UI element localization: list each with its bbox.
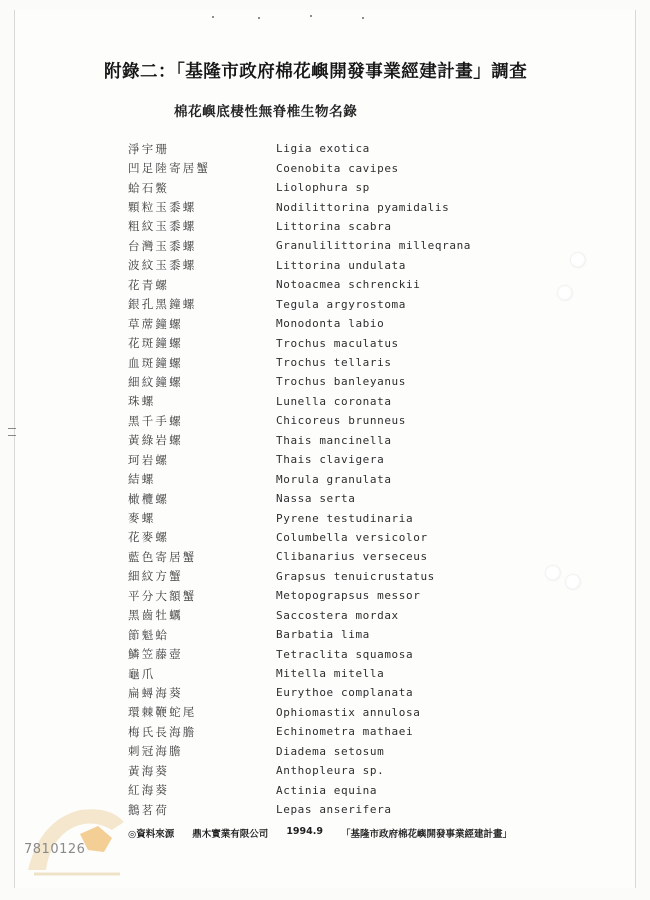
species-row	[128, 372, 568, 391]
species-scientific-name: Diadema setosum	[276, 744, 385, 758]
species-common-name: 花青螺	[128, 277, 170, 292]
species-row	[128, 606, 568, 625]
species-scientific-name: Liolophura sp	[276, 181, 370, 195]
species-scientific-name: Ligia exotica	[276, 142, 370, 156]
punch-hole	[566, 575, 580, 589]
species-row	[128, 664, 568, 683]
species-scientific-name: Lepas anserifera	[276, 803, 392, 817]
species-common-name: 凹足陸寄居蟹	[128, 161, 211, 176]
punch-hole	[546, 566, 560, 580]
catalog-stamp: 7810126	[24, 842, 86, 857]
species-common-name: 珠螺	[128, 394, 156, 409]
species-common-name: 珂岩螺	[128, 452, 170, 467]
species-scientific-name: Lunella coronata	[276, 394, 392, 408]
species-row	[128, 508, 568, 527]
species-scientific-name: Monodonta labio	[276, 317, 385, 331]
species-common-name: 顆粒玉黍螺	[128, 200, 197, 215]
species-row	[128, 275, 568, 294]
species-scientific-name: Nodilittorina pyamidalis	[276, 200, 450, 214]
species-common-name: 細紋方蟹	[128, 569, 183, 584]
species-scientific-name: Metopograpsus messor	[276, 589, 421, 603]
species-common-name: 環棘鞭蛇尾	[128, 705, 197, 720]
species-common-name: 藍色寄居蟹	[128, 549, 197, 564]
species-common-name: 台灣玉黍螺	[128, 238, 197, 253]
species-scientific-name: Trochus maculatus	[276, 336, 399, 350]
species-row	[128, 256, 568, 275]
species-row	[128, 353, 568, 372]
species-common-name: 黃海葵	[128, 763, 170, 778]
species-row	[128, 158, 568, 177]
species-scientific-name: Coenobita cavipes	[276, 161, 399, 175]
species-row	[128, 236, 568, 255]
species-row	[128, 644, 568, 663]
species-scientific-name: Eurythoe complanata	[276, 686, 414, 700]
species-common-name: 淨宇珊	[128, 141, 170, 156]
source-footer	[128, 826, 512, 840]
species-scientific-name: Echinometra mathaei	[276, 725, 414, 739]
species-common-name: 平分大額蟹	[128, 588, 197, 603]
list-subtitle: 棉花嶼底棲性無脊椎生物名錄	[174, 104, 358, 120]
species-common-name: 紅海葵	[128, 783, 170, 798]
punch-hole	[571, 253, 585, 267]
species-row	[128, 567, 568, 586]
species-row	[128, 761, 568, 780]
species-scientific-name: Saccostera mordax	[276, 608, 399, 622]
species-scientific-name: Ophiomastix annulosa	[276, 705, 421, 719]
species-common-name: 花斑鐘螺	[128, 336, 183, 351]
species-row	[128, 314, 568, 333]
species-common-name: 鱗笠藤壺	[128, 647, 183, 662]
scan-speck	[310, 15, 312, 17]
species-row	[128, 683, 568, 702]
species-common-name: 龜爪	[128, 666, 156, 681]
species-common-name: 細紋鐘螺	[128, 374, 183, 389]
species-common-name: 草蓆鐘螺	[128, 316, 183, 331]
species-scientific-name: Anthopleura sp.	[276, 764, 385, 778]
footer-project: 「基隆市政府棉花嶼開發事業經建計畫」	[340, 829, 512, 840]
species-common-name: 蛤石鱉	[128, 180, 170, 195]
species-common-name: 麥螺	[128, 511, 156, 526]
species-row	[128, 625, 568, 644]
species-scientific-name: Pyrene testudinaria	[276, 511, 414, 525]
footer-company: 鼎木實業有限公司	[192, 829, 269, 840]
species-scientific-name: Clibanarius verseceus	[276, 550, 428, 564]
library-watermark-logo	[20, 800, 130, 880]
species-scientific-name: Columbella versicolor	[276, 530, 428, 544]
species-row	[128, 586, 568, 605]
species-scientific-name: Trochus banleyanus	[276, 375, 407, 389]
species-scientific-name: Thais clavigera	[276, 453, 385, 467]
species-row	[128, 178, 568, 197]
species-common-name: 黑齒牡蠣	[128, 608, 183, 623]
page-title: 附錄二：「基隆市政府棉花嶼開發事業經建計畫」調查	[104, 62, 528, 82]
species-row	[128, 489, 568, 508]
species-row	[128, 547, 568, 566]
species-common-name: 結螺	[128, 472, 156, 487]
species-row	[128, 392, 568, 411]
species-common-name: 鵝茗荷	[128, 802, 170, 817]
scan-speck	[258, 17, 260, 19]
species-row	[128, 295, 568, 314]
species-list	[128, 139, 568, 819]
species-scientific-name: Tetraclita squamosa	[276, 647, 414, 661]
species-scientific-name: Chicoreus brunneus	[276, 414, 407, 428]
species-row	[128, 139, 568, 158]
species-row	[128, 722, 568, 741]
species-row	[128, 528, 568, 547]
species-scientific-name: Actinia equina	[276, 783, 378, 797]
species-common-name: 血斑鐘螺	[128, 355, 183, 370]
species-scientific-name: Tegula argyrostoma	[276, 297, 407, 311]
species-common-name: 銀孔黑鐘螺	[128, 297, 197, 312]
species-row	[128, 197, 568, 216]
species-common-name: 花麥螺	[128, 530, 170, 545]
footer-date: 1994.9	[286, 826, 323, 837]
species-common-name: 黑千手螺	[128, 413, 183, 428]
species-row	[128, 333, 568, 352]
species-scientific-name: Littorina undulata	[276, 258, 407, 272]
scan-speck	[212, 16, 214, 18]
species-common-name: 粗紋玉黍螺	[128, 219, 197, 234]
species-common-name: 梅氏長海膽	[128, 724, 197, 739]
species-row	[128, 800, 568, 819]
species-row	[128, 431, 568, 450]
species-row	[128, 450, 568, 469]
species-scientific-name: Littorina scabra	[276, 219, 392, 233]
scan-speck	[362, 17, 364, 19]
species-common-name: 黃綠岩螺	[128, 433, 183, 448]
species-common-name: 扁蟳海葵	[128, 685, 183, 700]
species-row	[128, 742, 568, 761]
species-scientific-name: Morula granulata	[276, 472, 392, 486]
species-row	[128, 411, 568, 430]
species-common-name: 波紋玉黍螺	[128, 258, 197, 273]
species-row	[128, 703, 568, 722]
species-scientific-name: Grapsus tenuicrustatus	[276, 569, 435, 583]
punch-hole	[558, 286, 572, 300]
species-row	[128, 217, 568, 236]
species-common-name: 橄欖螺	[128, 491, 170, 506]
species-scientific-name: Barbatia lima	[276, 628, 370, 642]
species-scientific-name: Notoacmea schrenckii	[276, 278, 421, 292]
species-scientific-name: Mitella mitella	[276, 667, 385, 681]
species-common-name: 刺冠海膽	[128, 744, 183, 759]
margin-mark	[8, 428, 16, 436]
species-common-name: 節魁蛤	[128, 627, 170, 642]
species-scientific-name: Thais mancinella	[276, 433, 392, 447]
species-scientific-name: Trochus tellaris	[276, 356, 392, 370]
species-scientific-name: Granulilittorina milleqrana	[276, 239, 472, 253]
species-row	[128, 469, 568, 488]
species-row	[128, 780, 568, 799]
footer-source-label: ◎資料來源	[128, 829, 175, 840]
species-scientific-name: Nassa serta	[276, 492, 356, 506]
